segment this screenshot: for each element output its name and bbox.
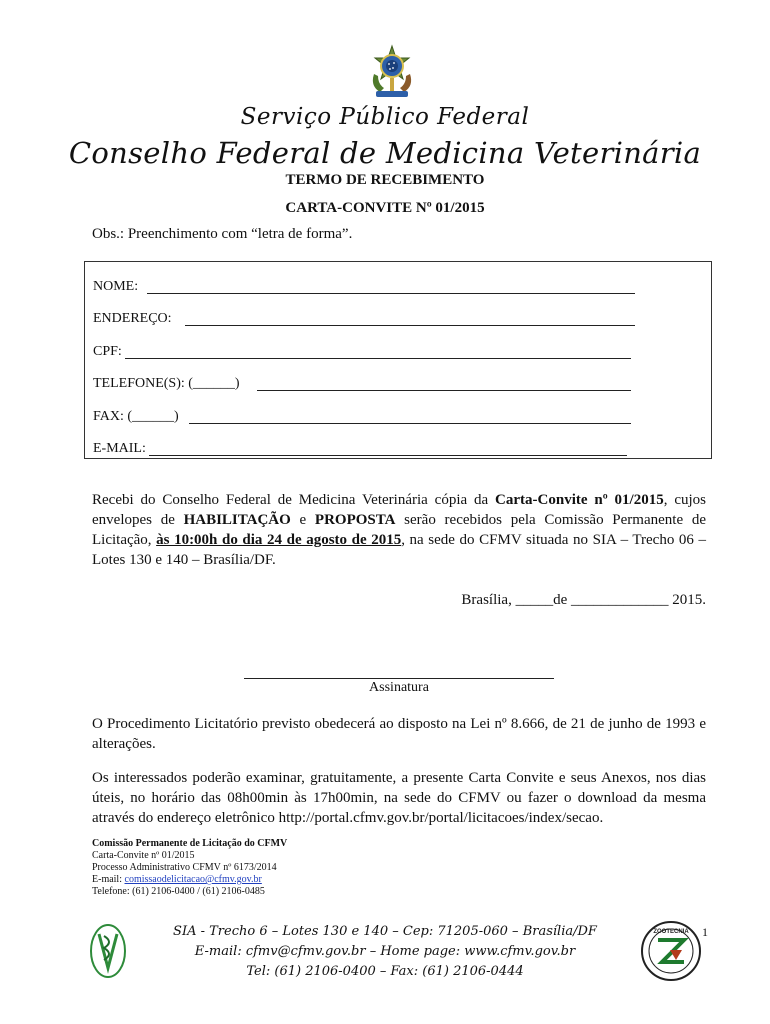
address-field-line[interactable] [185,325,635,326]
email-field-label: E-MAIL: [93,441,146,456]
header-council-name: Conselho Federal de Medicina Veterinária [68,136,702,170]
commission-block [92,838,287,898]
phone-field-label: TELEFONE(S): (______) [93,376,240,391]
page-number: 1 [702,925,708,939]
receipt-habilitacao: HABILITAÇÃO [183,512,291,528]
footer-contact: E-mail: cfmv@cfmv.gov.br – Home page: www.cfmv.gov.br [194,944,576,959]
header-service-line: Serviço Público Federal [240,104,530,130]
cpf-field-line[interactable] [125,358,631,359]
receipt-text-5: , na sede do CFMV situada no SIA – Trecho 06 – Lotes 130 e 140 – Brasília/DF. [92,532,707,568]
zootecnia-seal-icon [640,920,702,982]
receipt-invitation-number: Carta-Convite nº 01/2015 [495,492,664,508]
fax-field-line[interactable] [189,423,631,424]
legal-paragraph: O Procedimento Licitatório previsto obedecerá ao disposto na Lei nº 8.666, de 21 de junho de 1993 e alterações. [92,716,706,752]
receipt-text-3: e [290,512,315,528]
signature-line[interactable] [244,678,554,679]
cpf-field-label: CPF: [93,344,122,359]
name-field-line[interactable] [147,293,635,294]
commission-title: Comissão Permanente de Licitação do CFMV [92,838,288,849]
receipt-text-2: , cujos envelopes de [92,492,706,528]
name-field-label: NOME: [93,279,139,294]
observation-note: Obs.: Preenchimento com “letra de forma”. [92,226,353,242]
date-line: Brasília, _____de _____________ 2015. [461,592,706,608]
registration-form-box [84,261,712,459]
brazil-coat-of-arms-icon [366,44,418,100]
receipt-text-1: Recebi do Conselho Federal de Medicina Veterinária cópia da [92,492,496,508]
commission-email-link[interactable]: comissaodelicitacao@cfmv.gov.br [124,874,262,885]
commission-invitation: Carta-Convite nº 01/2015 [92,850,195,861]
receipt-text-4: serão recebidos pela Comissão Permanente de Licitação, [92,512,706,548]
footer-phone: Tel: (61) 2106-0400 – Fax: (61) 2106-0444 [246,964,524,979]
receipt-deadline: às 10:00h do dia 24 de agosto de 2015 [156,532,402,548]
receipt-paragraph [92,490,706,570]
commission-process: Processo Administrativo CFMV nº 6173/2014 [92,862,277,873]
phone-field-line[interactable] [257,390,631,391]
commission-phone: Telefone: (61) 2106-0400 / (61) 2106-0485 [92,886,265,897]
download-paragraph: Os interessados poderão examinar, gratuitamente, a presente Carta Convite e seus Anexos, nos dias úteis, no horário das 08h00min às 17h00min, na sede do CFMV ou fazer o download da mesma através do endereço eletrônico http://portal.cfmv.gov.br/portal/licitacoes/index/secao. [92,770,706,826]
footer-address: SIA - Trecho 6 – Lotes 130 e 140 – Cep: 71205-060 – Brasília/DF [173,924,597,939]
document-title: TERMO DE RECEBIMENTO [285,172,485,188]
email-field-line[interactable] [149,455,627,456]
signature-label: Assinatura [369,680,429,695]
address-field-label: ENDEREÇO: [93,311,172,326]
commission-email-label: E-mail: [92,874,125,885]
seal-label: ZOOTECNIA [653,929,689,935]
document-subtitle: CARTA-CONVITE Nº 01/2015 [285,200,485,216]
receipt-proposta: PROPOSTA [314,512,396,528]
fax-field-label: FAX: (______) [93,409,179,424]
